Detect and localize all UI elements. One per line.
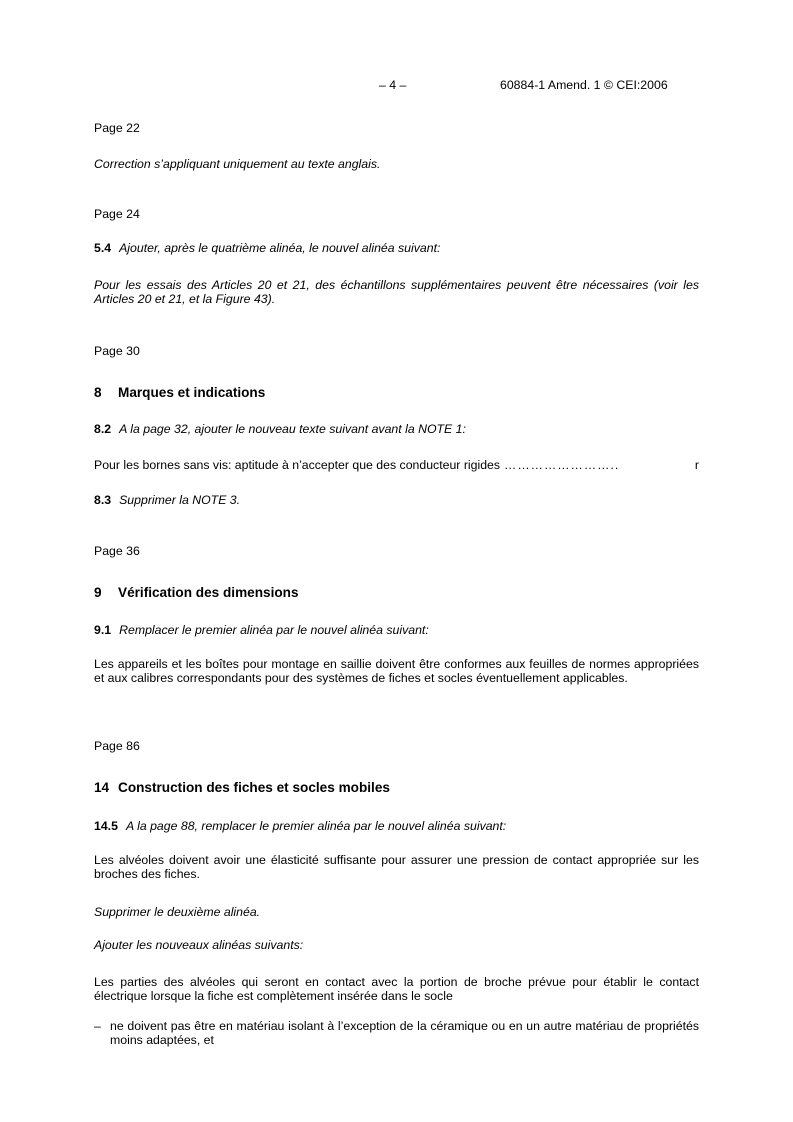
clause-number: 9.1 bbox=[94, 623, 112, 637]
clause-8-3-instruction bbox=[94, 493, 699, 507]
section-heading-9 bbox=[94, 585, 699, 601]
clause-5-4-instruction bbox=[94, 241, 699, 255]
section-number: 9 bbox=[94, 585, 102, 600]
clause-9-1-instruction bbox=[94, 623, 699, 637]
clause-14-5-instruction bbox=[94, 819, 699, 833]
instruction-text: Supprimer la NOTE 3. bbox=[119, 493, 241, 507]
page-label-30: Page 30 bbox=[94, 344, 140, 358]
section-number: 14 bbox=[94, 780, 110, 795]
section-title: Vérification des dimensions bbox=[118, 585, 299, 600]
clause-number: 5.4 bbox=[94, 241, 112, 255]
section-title: Construction des fiches et socles mobiles bbox=[118, 780, 390, 795]
document-reference: 60884-1 Amend. 1 © CEI:2006 bbox=[500, 78, 668, 92]
clause-14-5-paragraph: Les parties des alvéoles qui seront en contact avec la portion de broche prévue pour établir le contact électrique lorsque la fiche est complètement insérée dans le socle bbox=[94, 975, 699, 1003]
list-item bbox=[94, 1019, 699, 1047]
clause-number: 14.5 bbox=[94, 819, 118, 833]
clause-8-2-instruction bbox=[94, 422, 699, 436]
clause-14-5-delete-instruction: Supprimer le deuxième alinéa. bbox=[94, 905, 261, 919]
clause-14-5-text: Les alvéoles doivent avoir une élasticité suffisante pour assurer une pression de contact appropriée sur les broches des fiches. bbox=[94, 853, 699, 881]
page-label-24: Page 24 bbox=[94, 207, 140, 221]
leader-dots: …………………….. bbox=[504, 458, 620, 472]
instruction-text: A la page 88, remplacer le premier alinéa par le nouvel alinéa suivant: bbox=[125, 819, 507, 833]
clause-5-4-text: Pour les essais des Articles 20 et 21, des échantillons supplémentaires peuvent être nécessaires (voir les Articles 20 et 21, et la Figure 43). bbox=[94, 278, 699, 306]
marking-text: Pour les bornes sans vis: aptitude à n’accepter que des conducteur rigides bbox=[94, 458, 501, 472]
list-dash: – bbox=[94, 1019, 101, 1033]
section-heading-8 bbox=[94, 385, 699, 401]
clause-number: 8.2 bbox=[94, 422, 112, 436]
section-heading-14 bbox=[94, 780, 699, 796]
page-label-22: Page 22 bbox=[94, 121, 140, 135]
marking-symbol: r bbox=[694, 458, 699, 472]
clause-9-1-text: Les appareils et les boîtes pour montage en saillie doivent être conformes aux feuilles de normes appropriées et aux calibres correspondants pour des systèmes de fiches et socles éventuellement applicables. bbox=[94, 657, 699, 685]
clause-8-2-text bbox=[94, 458, 699, 472]
list-item-text: ne doivent pas être en matériau isolant à l’exception de la céramique ou en un autre matériau de propriétés moins adaptées, et bbox=[110, 1019, 699, 1047]
instruction-text: Ajouter, après le quatrième alinéa, le nouvel alinéa suivant: bbox=[119, 241, 441, 255]
section-title: Marques et indications bbox=[118, 385, 266, 400]
section-number: 8 bbox=[94, 385, 102, 400]
page-label-36: Page 36 bbox=[94, 544, 140, 558]
correction-note: Correction s’appliquant uniquement au texte anglais. bbox=[94, 157, 381, 171]
page-label-86: Page 86 bbox=[94, 739, 140, 753]
page-number: – 4 – bbox=[379, 78, 407, 92]
clause-number: 8.3 bbox=[94, 493, 112, 507]
instruction-text: A la page 32, ajouter le nouveau texte suivant avant la NOTE 1: bbox=[119, 422, 466, 436]
instruction-text: Remplacer le premier alinéa par le nouvel alinéa suivant: bbox=[119, 623, 429, 637]
clause-14-5-add-instruction: Ajouter les nouveaux alinéas suivants: bbox=[94, 938, 304, 952]
